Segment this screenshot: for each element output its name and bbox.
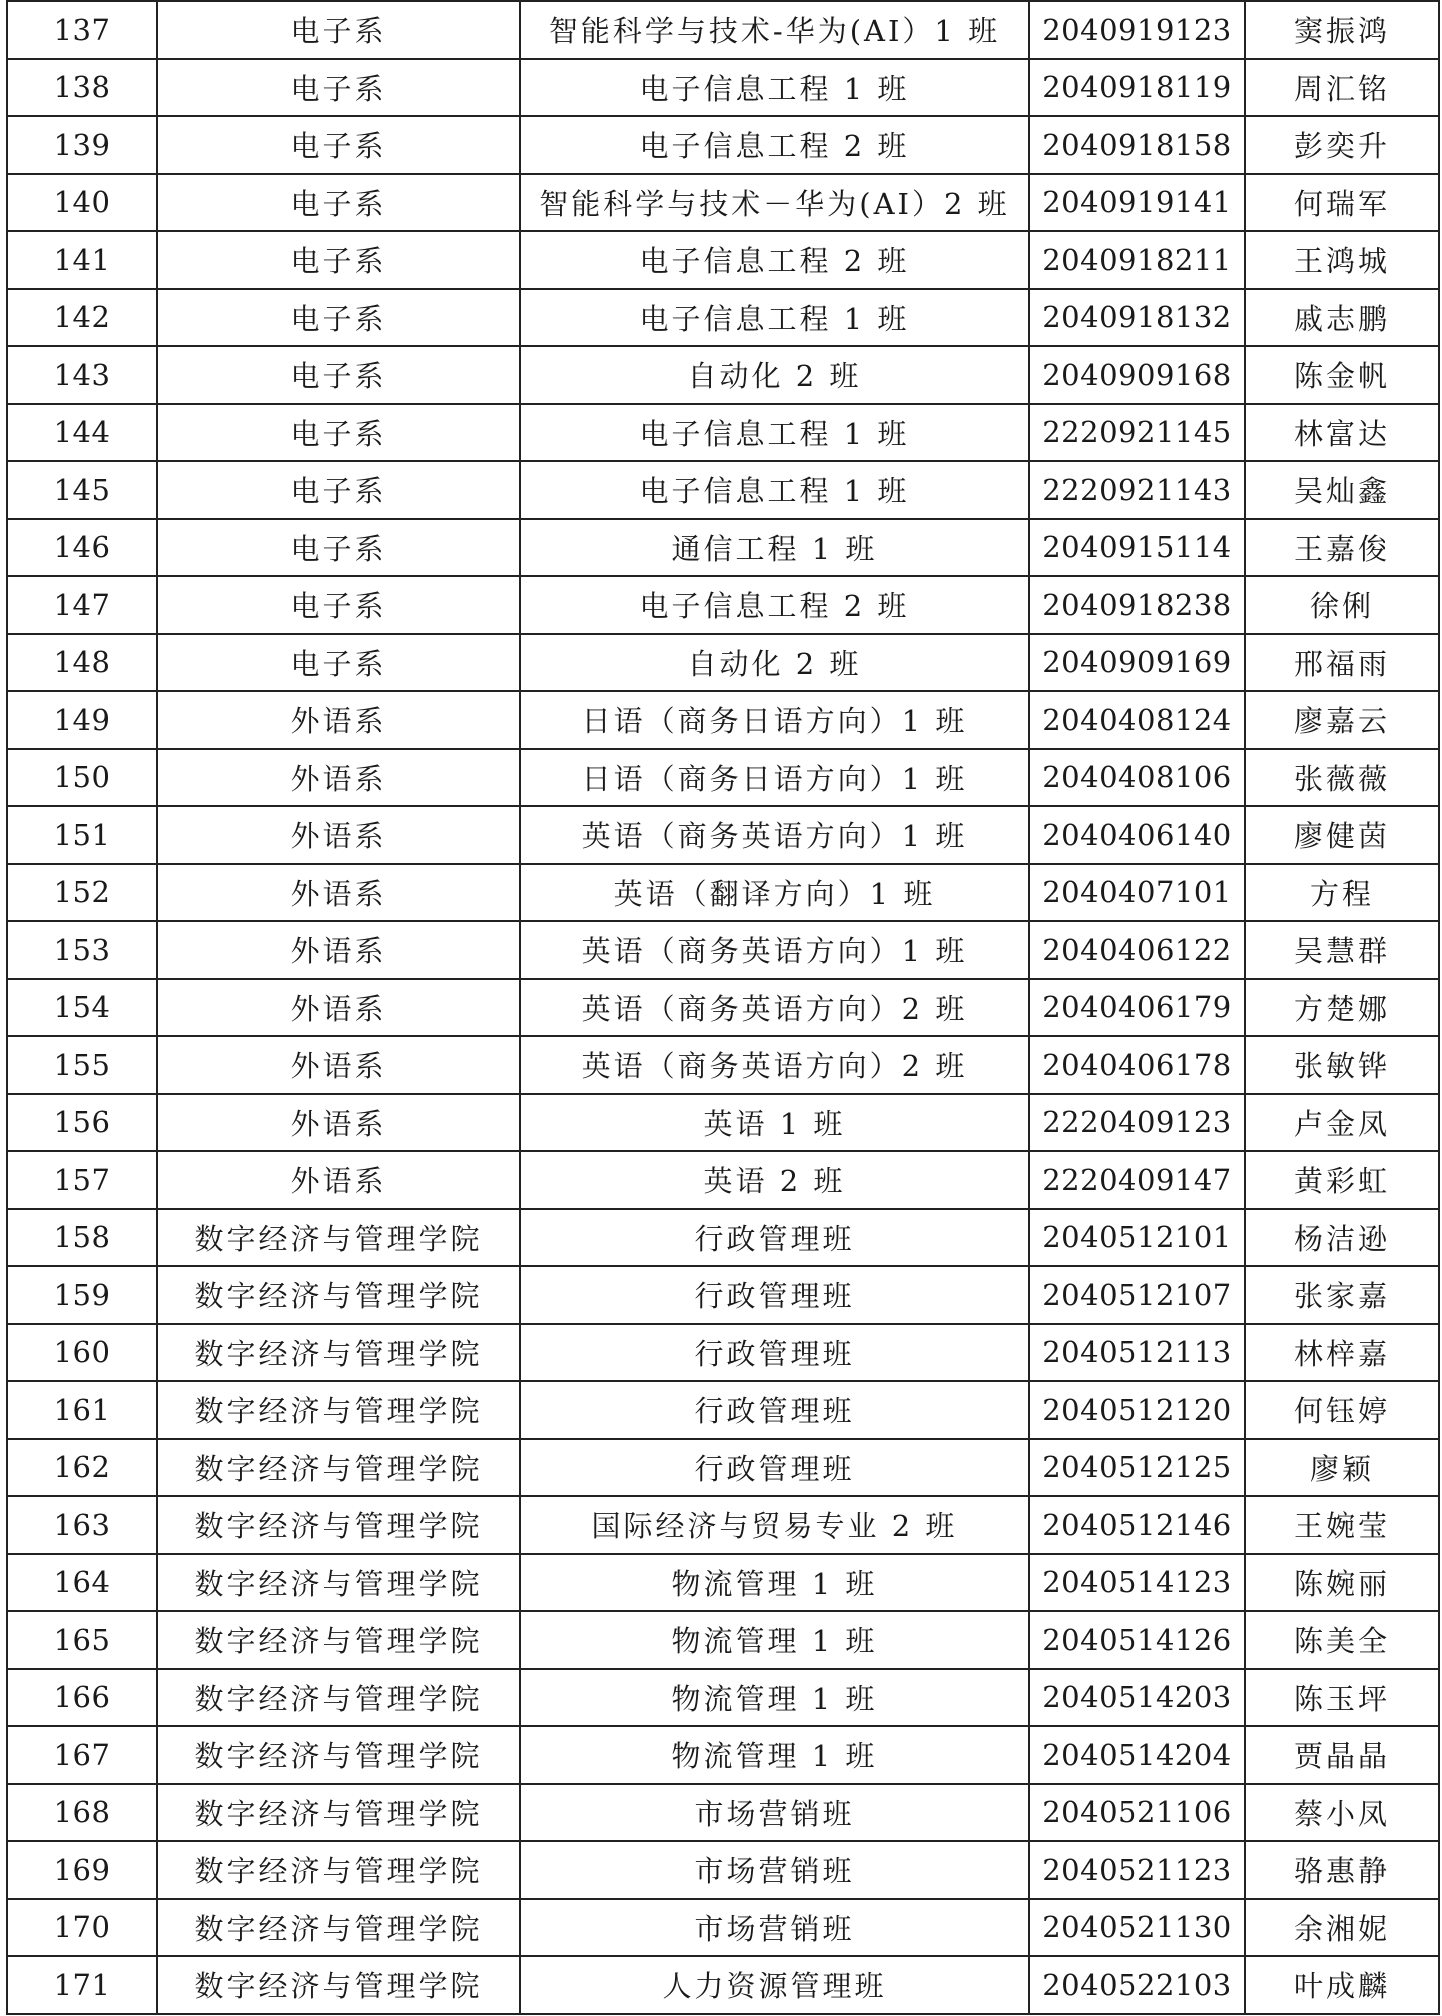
table-row — [7, 1784, 1439, 1842]
department-cell: 数字经济与管理学院 — [157, 1726, 520, 1784]
student-name-cell: 彭奕升 — [1245, 116, 1439, 174]
student-id-cell: 2220409147 — [1029, 1151, 1245, 1209]
table-row — [7, 1554, 1439, 1612]
student-name-cell: 徐俐 — [1245, 576, 1439, 634]
department-cell: 电子系 — [157, 289, 520, 347]
row-number-cell: 154 — [7, 979, 157, 1037]
class-cell: 日语（商务日语方向）1 班 — [520, 691, 1029, 749]
student-name-cell: 张薇薇 — [1245, 749, 1439, 807]
student-roster-table — [6, 0, 1440, 2015]
class-cell: 人力资源管理班 — [520, 1956, 1029, 2014]
student-id-cell: 2040514123 — [1029, 1554, 1245, 1612]
class-cell: 英语（商务英语方向）2 班 — [520, 1036, 1029, 1094]
class-cell: 行政管理班 — [520, 1266, 1029, 1324]
student-name-cell: 戚志鹏 — [1245, 289, 1439, 347]
table-row — [7, 59, 1439, 117]
class-cell: 行政管理班 — [520, 1381, 1029, 1439]
department-cell: 电子系 — [157, 461, 520, 519]
class-cell: 英语（翻译方向）1 班 — [520, 864, 1029, 922]
class-cell: 电子信息工程 1 班 — [520, 59, 1029, 117]
table-row — [7, 691, 1439, 749]
student-id-cell: 2220409123 — [1029, 1094, 1245, 1152]
class-cell: 市场营销班 — [520, 1899, 1029, 1957]
class-cell: 智能科学与技术－华为(AI）2 班 — [520, 174, 1029, 232]
class-cell: 物流管理 1 班 — [520, 1554, 1029, 1612]
department-cell: 数字经济与管理学院 — [157, 1381, 520, 1439]
student-id-cell: 2040918238 — [1029, 576, 1245, 634]
table-row — [7, 231, 1439, 289]
row-number-cell: 169 — [7, 1841, 157, 1899]
table-row — [7, 1209, 1439, 1267]
student-id-cell: 2040514203 — [1029, 1669, 1245, 1727]
table-row — [7, 346, 1439, 404]
row-number-cell: 158 — [7, 1209, 157, 1267]
student-id-cell: 2040406178 — [1029, 1036, 1245, 1094]
student-name-cell: 廖颖 — [1245, 1439, 1439, 1497]
student-name-cell: 叶成麟 — [1245, 1956, 1439, 2014]
student-name-cell: 方程 — [1245, 864, 1439, 922]
department-cell: 电子系 — [157, 404, 520, 462]
row-number-cell: 164 — [7, 1554, 157, 1612]
class-cell: 英语 2 班 — [520, 1151, 1029, 1209]
department-cell: 电子系 — [157, 519, 520, 577]
row-number-cell: 137 — [7, 1, 157, 59]
table-row — [7, 1669, 1439, 1727]
student-id-cell: 2040512125 — [1029, 1439, 1245, 1497]
row-number-cell: 141 — [7, 231, 157, 289]
department-cell: 数字经济与管理学院 — [157, 1439, 520, 1497]
row-number-cell: 168 — [7, 1784, 157, 1842]
row-number-cell: 171 — [7, 1956, 157, 2014]
student-id-cell: 2040406179 — [1029, 979, 1245, 1037]
row-number-cell: 163 — [7, 1496, 157, 1554]
student-id-cell: 2040512101 — [1029, 1209, 1245, 1267]
department-cell: 数字经济与管理学院 — [157, 1266, 520, 1324]
row-number-cell: 157 — [7, 1151, 157, 1209]
class-cell: 物流管理 1 班 — [520, 1611, 1029, 1669]
class-cell: 日语（商务日语方向）1 班 — [520, 749, 1029, 807]
department-cell: 电子系 — [157, 346, 520, 404]
department-cell: 数字经济与管理学院 — [157, 1496, 520, 1554]
row-number-cell: 160 — [7, 1324, 157, 1382]
student-id-cell: 2040909169 — [1029, 634, 1245, 692]
student-id-cell: 2040514204 — [1029, 1726, 1245, 1784]
student-name-cell: 邢福雨 — [1245, 634, 1439, 692]
class-cell: 市场营销班 — [520, 1841, 1029, 1899]
table-row — [7, 979, 1439, 1037]
student-name-cell: 何钰婷 — [1245, 1381, 1439, 1439]
department-cell: 外语系 — [157, 1151, 520, 1209]
row-number-cell: 155 — [7, 1036, 157, 1094]
row-number-cell: 166 — [7, 1669, 157, 1727]
department-cell: 外语系 — [157, 1036, 520, 1094]
class-cell: 英语（商务英语方向）2 班 — [520, 979, 1029, 1037]
student-name-cell: 卢金凤 — [1245, 1094, 1439, 1152]
class-cell: 英语（商务英语方向）1 班 — [520, 921, 1029, 979]
table-row — [7, 1956, 1439, 2014]
row-number-cell: 167 — [7, 1726, 157, 1784]
class-cell: 自动化 2 班 — [520, 346, 1029, 404]
table-row — [7, 289, 1439, 347]
department-cell: 电子系 — [157, 59, 520, 117]
student-name-cell: 窦振鸿 — [1245, 1, 1439, 59]
table-row — [7, 519, 1439, 577]
table-row — [7, 1439, 1439, 1497]
student-id-cell: 2040512113 — [1029, 1324, 1245, 1382]
department-cell: 外语系 — [157, 691, 520, 749]
student-id-cell: 2040918132 — [1029, 289, 1245, 347]
row-number-cell: 165 — [7, 1611, 157, 1669]
row-number-cell: 147 — [7, 576, 157, 634]
roster-body — [7, 1, 1439, 2014]
student-name-cell: 余湘妮 — [1245, 1899, 1439, 1957]
student-id-cell: 2040512146 — [1029, 1496, 1245, 1554]
student-name-cell: 王鸿城 — [1245, 231, 1439, 289]
row-number-cell: 148 — [7, 634, 157, 692]
student-name-cell: 陈玉坪 — [1245, 1669, 1439, 1727]
student-id-cell: 2040919123 — [1029, 1, 1245, 59]
student-id-cell: 2040407101 — [1029, 864, 1245, 922]
row-number-cell: 139 — [7, 116, 157, 174]
row-number-cell: 161 — [7, 1381, 157, 1439]
table-row — [7, 1841, 1439, 1899]
student-name-cell: 何瑞军 — [1245, 174, 1439, 232]
department-cell: 电子系 — [157, 174, 520, 232]
row-number-cell: 152 — [7, 864, 157, 922]
department-cell: 电子系 — [157, 576, 520, 634]
row-number-cell: 156 — [7, 1094, 157, 1152]
student-id-cell: 2040522103 — [1029, 1956, 1245, 2014]
student-id-cell: 2040408124 — [1029, 691, 1245, 749]
student-id-cell: 2040909168 — [1029, 346, 1245, 404]
student-name-cell: 王嘉俊 — [1245, 519, 1439, 577]
student-id-cell: 2040512107 — [1029, 1266, 1245, 1324]
student-name-cell: 周汇铭 — [1245, 59, 1439, 117]
student-name-cell: 陈金帆 — [1245, 346, 1439, 404]
table-row — [7, 1266, 1439, 1324]
table-row — [7, 806, 1439, 864]
table-row — [7, 1496, 1439, 1554]
department-cell: 电子系 — [157, 1, 520, 59]
table-row — [7, 174, 1439, 232]
student-name-cell: 张敏铧 — [1245, 1036, 1439, 1094]
class-cell: 行政管理班 — [520, 1439, 1029, 1497]
class-cell: 行政管理班 — [520, 1324, 1029, 1382]
table-row — [7, 1151, 1439, 1209]
student-name-cell: 林梓嘉 — [1245, 1324, 1439, 1382]
class-cell: 电子信息工程 2 班 — [520, 576, 1029, 634]
student-name-cell: 杨洁逊 — [1245, 1209, 1439, 1267]
class-cell: 物流管理 1 班 — [520, 1669, 1029, 1727]
student-id-cell: 2040514126 — [1029, 1611, 1245, 1669]
student-id-cell: 2220921143 — [1029, 461, 1245, 519]
row-number-cell: 146 — [7, 519, 157, 577]
table-row — [7, 1726, 1439, 1784]
student-id-cell: 2040408106 — [1029, 749, 1245, 807]
class-cell: 行政管理班 — [520, 1209, 1029, 1267]
student-name-cell: 吴灿鑫 — [1245, 461, 1439, 519]
student-name-cell: 王婉莹 — [1245, 1496, 1439, 1554]
class-cell: 电子信息工程 1 班 — [520, 404, 1029, 462]
class-cell: 市场营销班 — [520, 1784, 1029, 1842]
class-cell: 电子信息工程 2 班 — [520, 116, 1029, 174]
department-cell: 外语系 — [157, 806, 520, 864]
class-cell: 物流管理 1 班 — [520, 1726, 1029, 1784]
student-name-cell: 廖嘉云 — [1245, 691, 1439, 749]
row-number-cell: 151 — [7, 806, 157, 864]
row-number-cell: 149 — [7, 691, 157, 749]
department-cell: 外语系 — [157, 921, 520, 979]
department-cell: 电子系 — [157, 634, 520, 692]
student-id-cell: 2040521130 — [1029, 1899, 1245, 1957]
class-cell: 电子信息工程 1 班 — [520, 289, 1029, 347]
row-number-cell: 153 — [7, 921, 157, 979]
student-id-cell: 2040918211 — [1029, 231, 1245, 289]
row-number-cell: 138 — [7, 59, 157, 117]
student-name-cell: 廖健茵 — [1245, 806, 1439, 864]
table-row — [7, 1381, 1439, 1439]
department-cell: 外语系 — [157, 979, 520, 1037]
table-row — [7, 576, 1439, 634]
table-row — [7, 1899, 1439, 1957]
class-cell: 通信工程 1 班 — [520, 519, 1029, 577]
class-cell: 电子信息工程 2 班 — [520, 231, 1029, 289]
table-row — [7, 461, 1439, 519]
student-name-cell: 张家嘉 — [1245, 1266, 1439, 1324]
table-row — [7, 1611, 1439, 1669]
department-cell: 数字经济与管理学院 — [157, 1784, 520, 1842]
student-id-cell: 2040915114 — [1029, 519, 1245, 577]
table-row — [7, 634, 1439, 692]
department-cell: 外语系 — [157, 864, 520, 922]
student-id-cell: 2220921145 — [1029, 404, 1245, 462]
student-name-cell: 贾晶晶 — [1245, 1726, 1439, 1784]
department-cell: 数字经济与管理学院 — [157, 1669, 520, 1727]
row-number-cell: 150 — [7, 749, 157, 807]
row-number-cell: 142 — [7, 289, 157, 347]
table-row — [7, 749, 1439, 807]
department-cell: 数字经济与管理学院 — [157, 1611, 520, 1669]
table-row — [7, 1324, 1439, 1382]
department-cell: 数字经济与管理学院 — [157, 1324, 520, 1382]
department-cell: 数字经济与管理学院 — [157, 1899, 520, 1957]
table-row — [7, 1094, 1439, 1152]
student-name-cell: 黄彩虹 — [1245, 1151, 1439, 1209]
student-name-cell: 陈婉丽 — [1245, 1554, 1439, 1612]
row-number-cell: 140 — [7, 174, 157, 232]
department-cell: 电子系 — [157, 231, 520, 289]
student-name-cell: 陈美全 — [1245, 1611, 1439, 1669]
student-id-cell: 2040919141 — [1029, 174, 1245, 232]
class-cell: 自动化 2 班 — [520, 634, 1029, 692]
table-row — [7, 1036, 1439, 1094]
student-name-cell: 吴慧群 — [1245, 921, 1439, 979]
student-id-cell: 2040512120 — [1029, 1381, 1245, 1439]
student-id-cell: 2040918119 — [1029, 59, 1245, 117]
student-name-cell: 蔡小凤 — [1245, 1784, 1439, 1842]
table-row — [7, 864, 1439, 922]
class-cell: 智能科学与技术-华为(AI）1 班 — [520, 1, 1029, 59]
student-name-cell: 骆惠静 — [1245, 1841, 1439, 1899]
class-cell: 英语（商务英语方向）1 班 — [520, 806, 1029, 864]
department-cell: 外语系 — [157, 749, 520, 807]
department-cell: 数字经济与管理学院 — [157, 1841, 520, 1899]
table-row — [7, 1, 1439, 59]
row-number-cell: 170 — [7, 1899, 157, 1957]
row-number-cell: 162 — [7, 1439, 157, 1497]
student-id-cell: 2040406140 — [1029, 806, 1245, 864]
table-row — [7, 921, 1439, 979]
student-id-cell: 2040521123 — [1029, 1841, 1245, 1899]
student-name-cell: 林富达 — [1245, 404, 1439, 462]
department-cell: 数字经济与管理学院 — [157, 1956, 520, 2014]
row-number-cell: 143 — [7, 346, 157, 404]
class-cell: 国际经济与贸易专业 2 班 — [520, 1496, 1029, 1554]
department-cell: 外语系 — [157, 1094, 520, 1152]
row-number-cell: 144 — [7, 404, 157, 462]
row-number-cell: 159 — [7, 1266, 157, 1324]
table-row — [7, 116, 1439, 174]
department-cell: 数字经济与管理学院 — [157, 1554, 520, 1612]
class-cell: 英语 1 班 — [520, 1094, 1029, 1152]
student-name-cell: 方楚娜 — [1245, 979, 1439, 1037]
table-row — [7, 404, 1439, 462]
department-cell: 电子系 — [157, 116, 520, 174]
class-cell: 电子信息工程 1 班 — [520, 461, 1029, 519]
student-id-cell: 2040406122 — [1029, 921, 1245, 979]
student-id-cell: 2040918158 — [1029, 116, 1245, 174]
student-id-cell: 2040521106 — [1029, 1784, 1245, 1842]
department-cell: 数字经济与管理学院 — [157, 1209, 520, 1267]
row-number-cell: 145 — [7, 461, 157, 519]
